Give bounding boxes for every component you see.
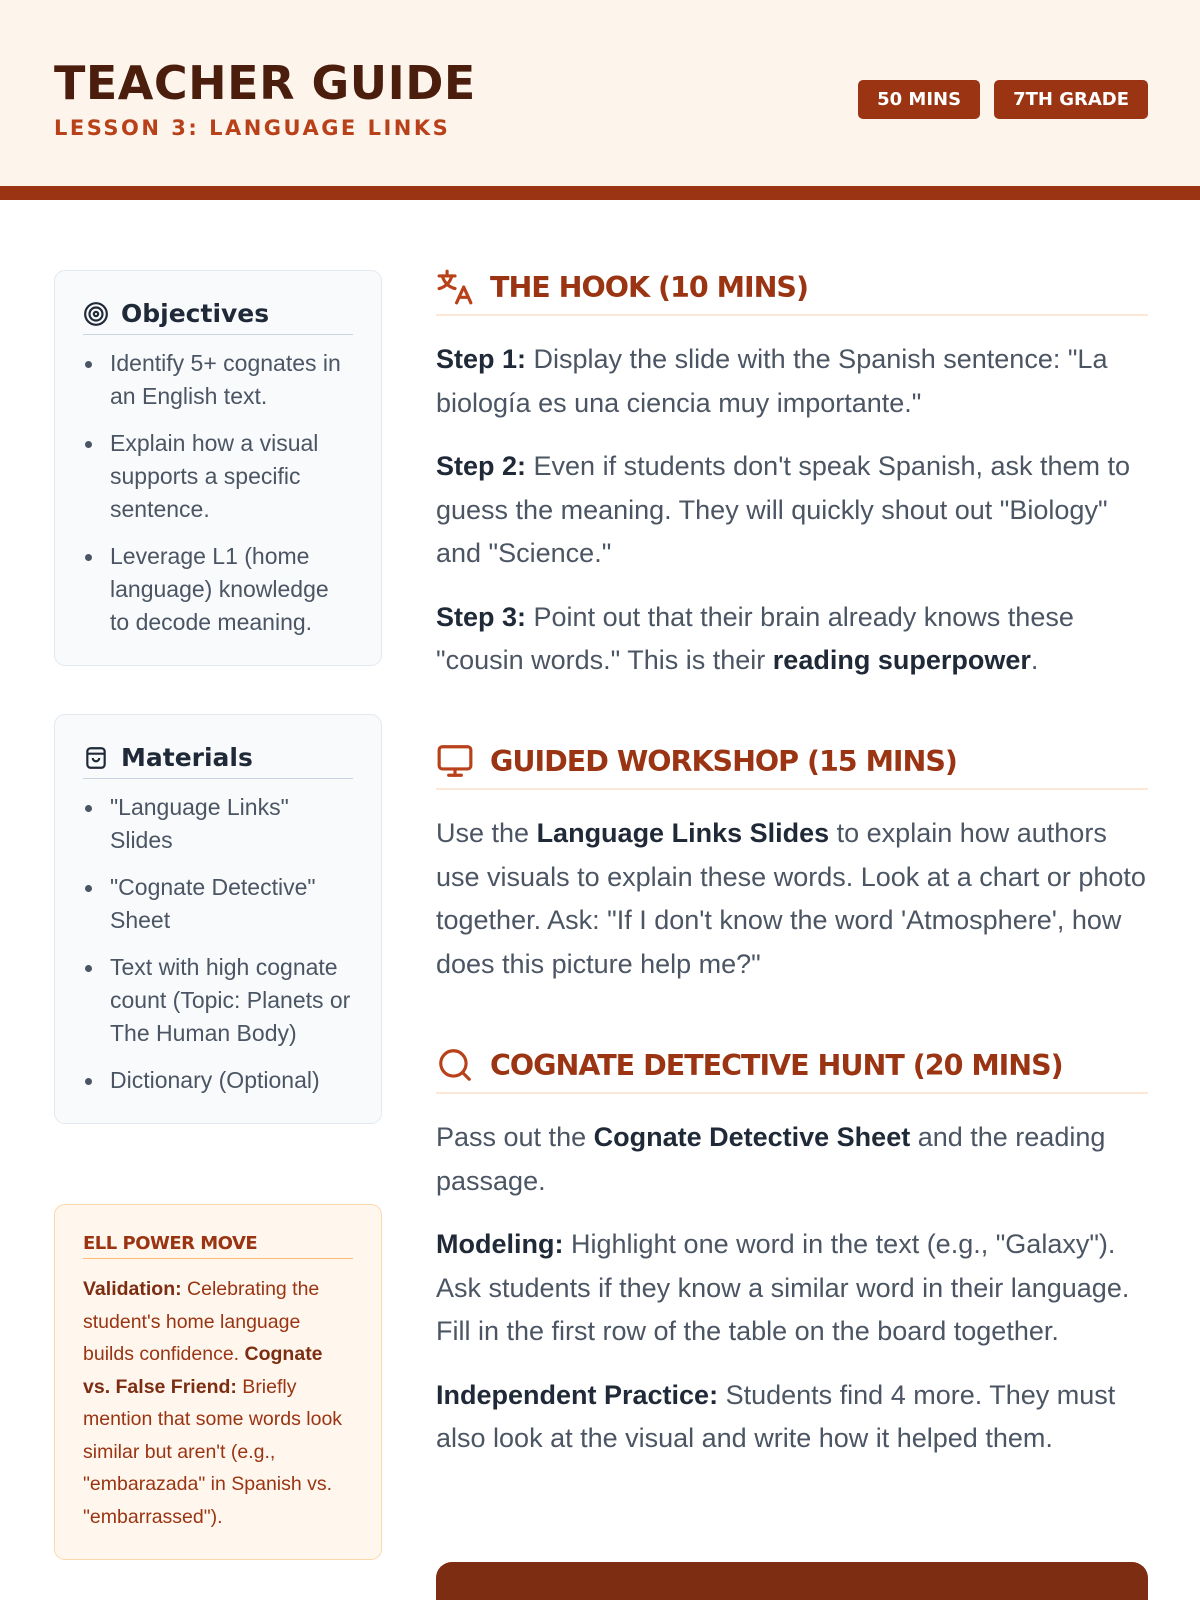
- workshop-section: [436, 742, 1148, 1006]
- list-item: Dictionary (Optional): [83, 1064, 353, 1097]
- emphasis-text: Cognate Detective Sheet: [593, 1122, 911, 1152]
- translate-icon: [436, 268, 474, 306]
- monitor-icon: [436, 742, 474, 780]
- step-label: Modeling:: [436, 1229, 564, 1259]
- footer-banner: [436, 1562, 1148, 1600]
- list-item: "Cognate Detective" Sheet: [83, 871, 353, 937]
- objectives-card: [54, 270, 382, 666]
- emphasis-text: Language Links Slides: [536, 818, 830, 848]
- materials-title: Materials: [121, 743, 253, 772]
- workshop-text: [436, 812, 1148, 986]
- emphasis-text: reading superpower: [772, 645, 1031, 675]
- hook-header: [436, 268, 1148, 316]
- grade-badge: 7TH GRADE: [994, 80, 1148, 119]
- ell-title: ELL POWER MOVE: [83, 1233, 353, 1259]
- step-label: Independent Practice:: [436, 1379, 719, 1410]
- ell-text: [83, 1273, 353, 1533]
- hunt-practice: [436, 1374, 1148, 1461]
- body-text: Use the: [436, 818, 537, 848]
- body-text: Highlight one word in the text (e.g., "Galaxy"). Ask students if they know a similar word in their language. Fill in the first row of the table on the board together.: [436, 1229, 1130, 1346]
- workshop-header: [436, 742, 1148, 790]
- ell-label: Cognate vs. False Friend:: [83, 1343, 323, 1398]
- hunt-header: [436, 1046, 1148, 1094]
- list-item: Explain how a visual supports a specific sentence.: [83, 427, 353, 526]
- body-text: to explain how authors use visuals to explain these words. Look at a chart or photo together. Ask: "If I don't know the word 'Atmosphere', how does this picture help me?": [436, 818, 1146, 979]
- body-text: and the reading passage.: [436, 1122, 1106, 1196]
- hook-step: [436, 338, 1148, 425]
- step-text: .: [1030, 645, 1039, 675]
- page-title: TEACHER GUIDE: [54, 56, 476, 110]
- hunt-section: [436, 1046, 1148, 1481]
- hunt-title: COGNATE DETECTIVE HUNT (20 MINS): [490, 1048, 1063, 1082]
- clipboard-icon: [83, 745, 109, 771]
- hunt-modeling: [436, 1223, 1148, 1354]
- target-icon: [83, 301, 109, 327]
- hook-step: [436, 445, 1148, 576]
- hook-title: THE HOOK (10 MINS): [490, 270, 808, 304]
- hunt-intro: [436, 1116, 1148, 1203]
- list-item: Identify 5+ cognates in an English text.: [83, 347, 353, 413]
- ell-label: Validation:: [83, 1278, 182, 1300]
- list-item: Leverage L1 (home language) knowledge to decode meaning.: [83, 540, 353, 639]
- step-label: Step 3:: [436, 601, 527, 632]
- search-icon: [436, 1046, 474, 1084]
- step-text: Even if students don't speak Spanish, ask them to guess the meaning. They will quickly shout out "Biology" and "Science.": [436, 451, 1131, 568]
- materials-header: [83, 743, 353, 779]
- badge-group: [858, 80, 1148, 119]
- materials-list: [83, 791, 353, 1097]
- step-text: Point out that their brain already knows these "cousin words." This is their: [436, 601, 1074, 675]
- list-item: "Language Links" Slides: [83, 791, 353, 857]
- duration-badge: 50 MINS: [858, 80, 980, 119]
- materials-card: [54, 714, 382, 1124]
- body-text: Students find 4 more. They must also look at the visual and write how it helped them.: [436, 1379, 1116, 1453]
- lesson-subtitle: LESSON 3: LANGUAGE LINKS: [54, 116, 451, 140]
- ell-body: Briefly mention that some words look similar but aren't (e.g., "embarazada" in Spanish vs. "embarrassed").: [83, 1375, 343, 1528]
- objectives-header: [83, 299, 353, 335]
- objectives-title: Objectives: [121, 299, 270, 328]
- step-label: Step 1:: [436, 344, 527, 374]
- step-text: Display the slide with the Spanish sentence: "La biología es una ciencia muy importante.": [436, 344, 1108, 418]
- hook-section: [436, 268, 1148, 703]
- step-label: Step 2:: [436, 451, 527, 481]
- list-item: Text with high cognate count (Topic: Planets or The Human Body): [83, 951, 353, 1050]
- hook-step: [436, 596, 1148, 683]
- header: [0, 0, 1200, 200]
- workshop-title: GUIDED WORKSHOP (15 MINS): [490, 744, 957, 778]
- ell-callout: [54, 1204, 382, 1560]
- body-text: Pass out the: [436, 1122, 594, 1152]
- ell-body: Celebrating the student's home language builds confidence.: [83, 1278, 320, 1365]
- objectives-list: [83, 347, 353, 639]
